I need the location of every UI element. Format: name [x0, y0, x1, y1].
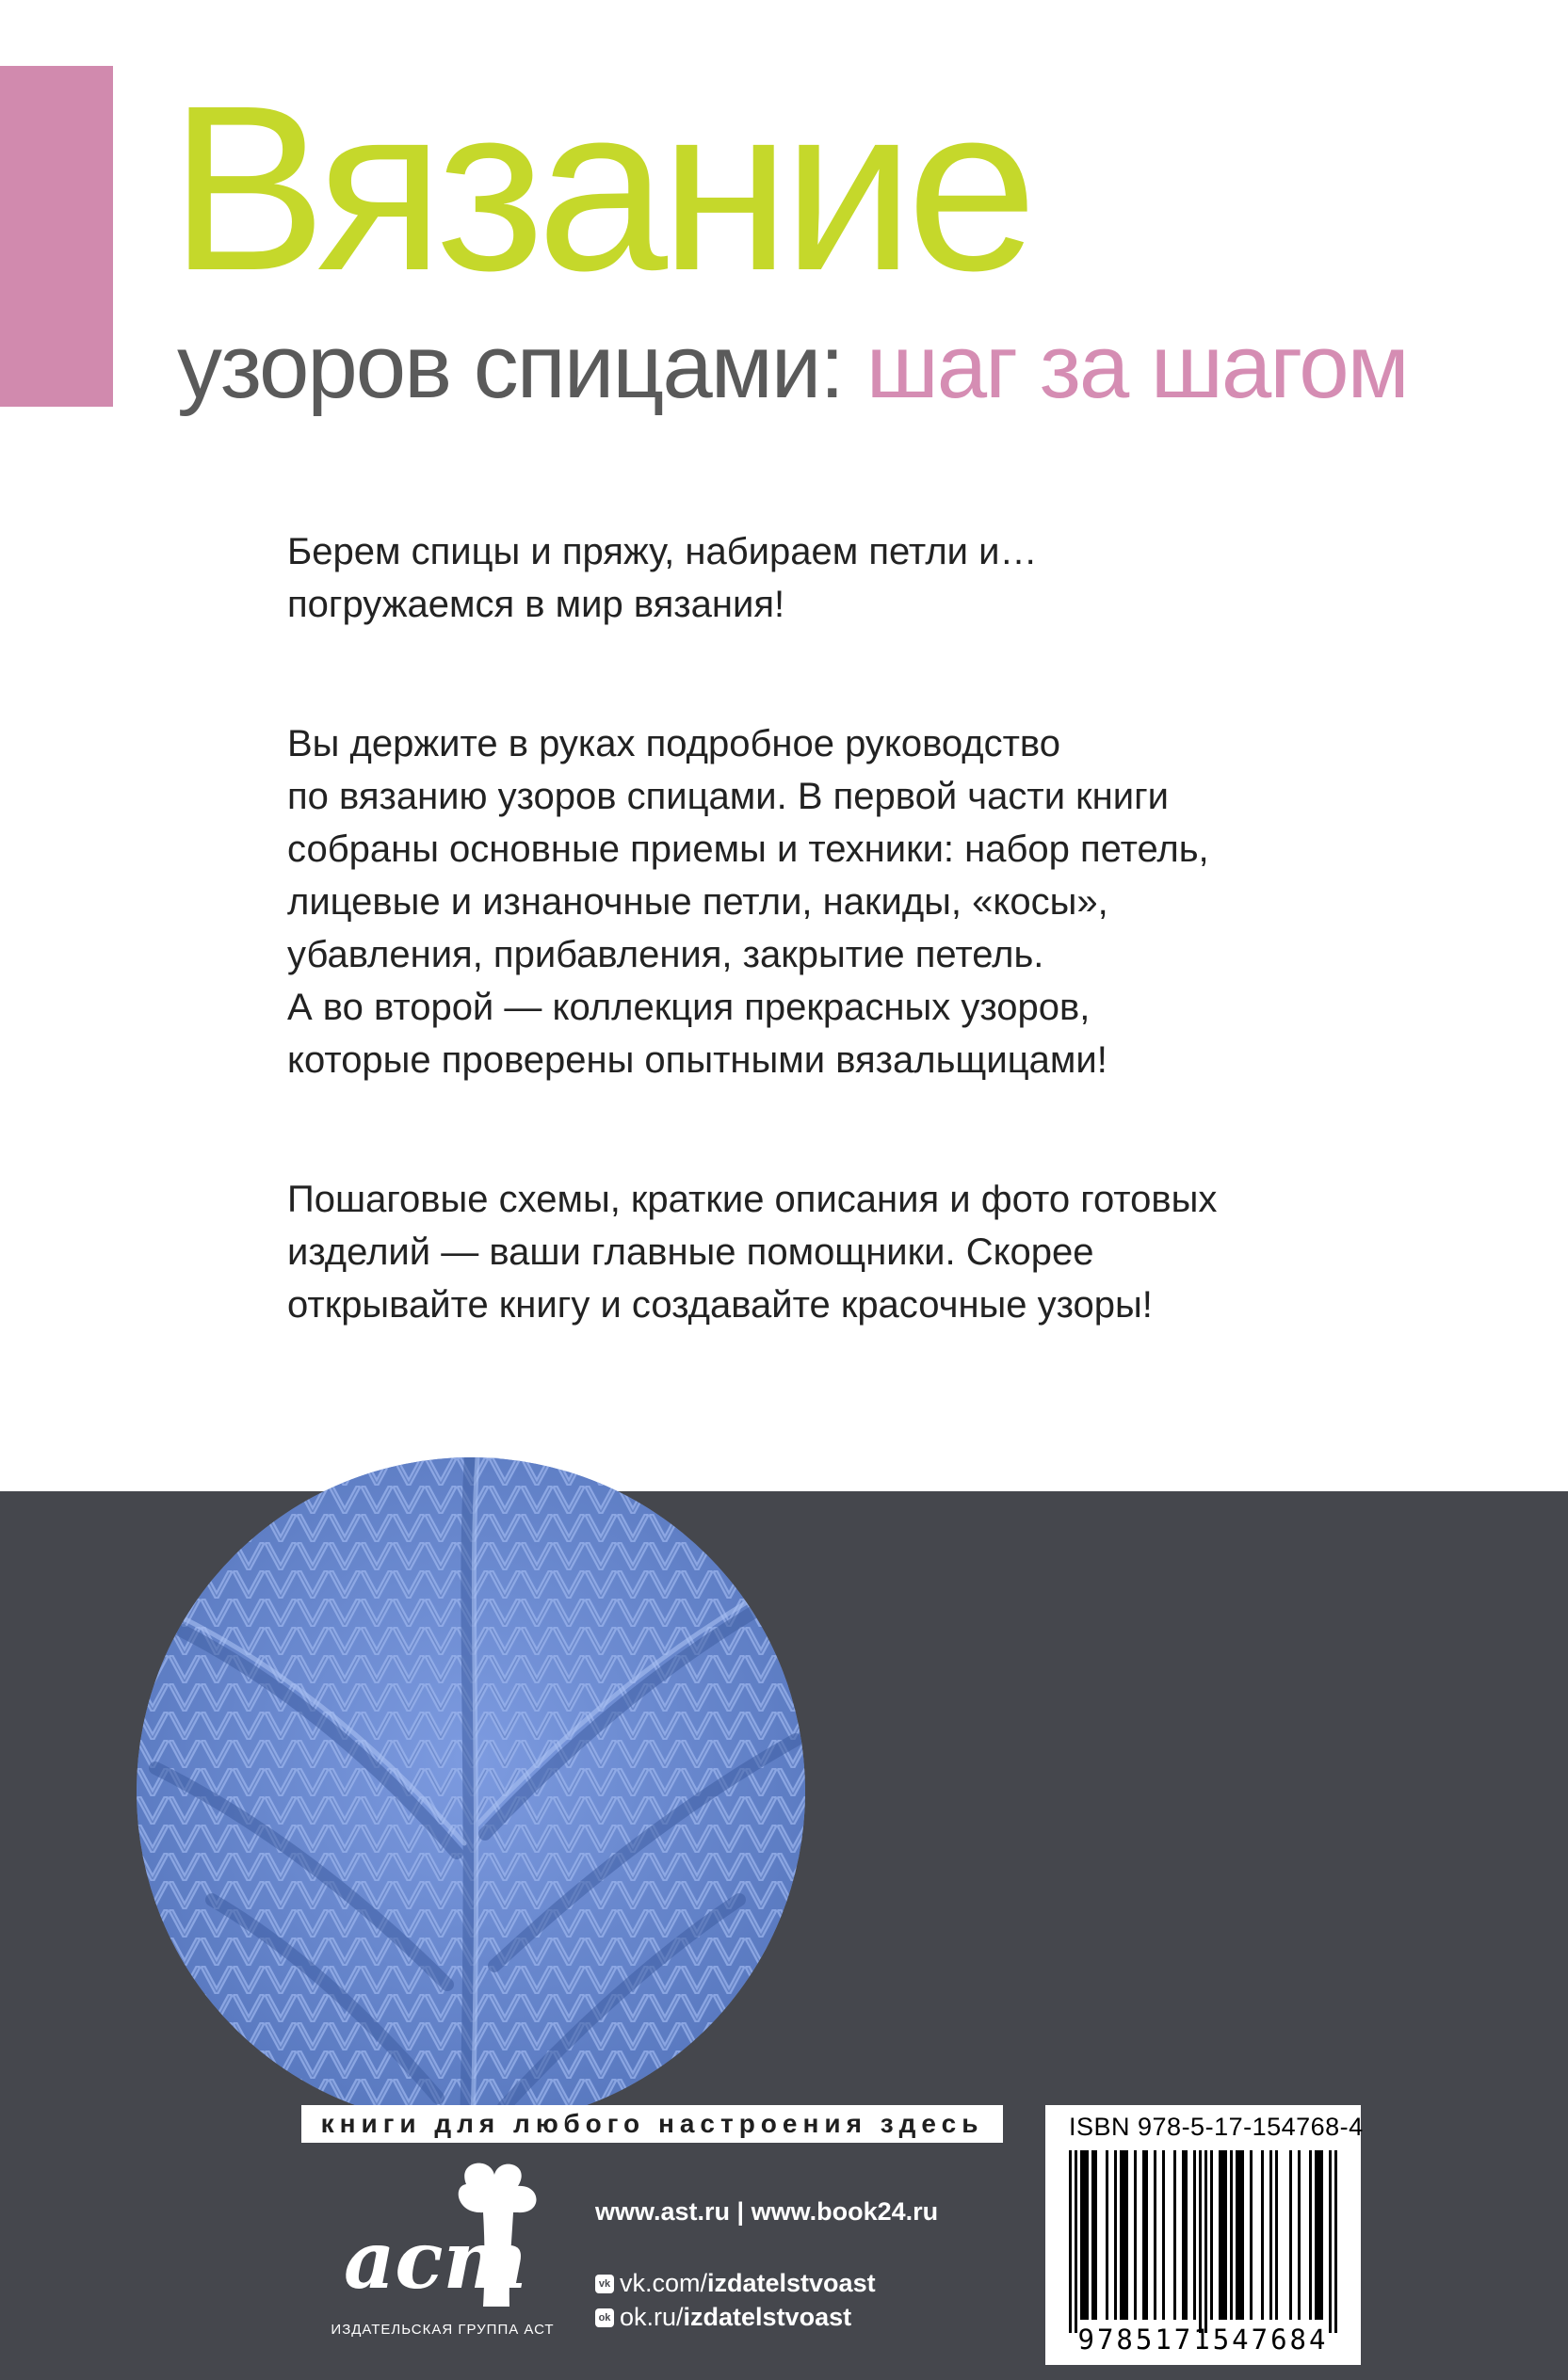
ok-prefix: ok.ru/	[620, 2303, 684, 2331]
barcode-bar	[1210, 2150, 1213, 2320]
ast-logo-icon	[325, 2156, 560, 2316]
knitted-swatch-image	[137, 1457, 805, 2126]
text-line: лицевые и изнаночные петли, накиды, «косы»,	[287, 881, 1108, 923]
vk-prefix: vk.com/	[620, 2269, 708, 2297]
barcode-bar	[1086, 2150, 1089, 2320]
text-line: Пошаговые схемы, краткие описания и фото готовых	[287, 1179, 1218, 1220]
barcode-bar	[1309, 2150, 1312, 2320]
vk-link[interactable]	[595, 2269, 876, 2298]
text-line: А во второй — коллекция прекрасных узоров,	[287, 987, 1091, 1028]
barcode-bar	[1094, 2150, 1097, 2320]
barcode-bar	[1134, 2150, 1137, 2320]
barcode-bar	[1219, 2150, 1221, 2320]
barcode-bar	[1145, 2150, 1148, 2320]
accent-bar	[0, 66, 113, 407]
barcode-bar	[1289, 2150, 1292, 2320]
ok-icon: ok	[595, 2308, 614, 2327]
ok-handle: izdatelstvoast	[683, 2303, 852, 2331]
barcode-bar	[1080, 2150, 1083, 2320]
text-line: изделий — ваши главные помощники. Скорее	[287, 1231, 1094, 1273]
barcode-bar	[1162, 2150, 1165, 2320]
barcode-bar	[1221, 2150, 1224, 2320]
barcode-bar	[1204, 2150, 1207, 2333]
barcode-bar	[1125, 2150, 1128, 2320]
barcode-bar	[1236, 2150, 1238, 2320]
barcode-bar	[1269, 2150, 1272, 2320]
barcode-bar	[1106, 2150, 1108, 2320]
barcode-bar	[1329, 2150, 1332, 2333]
book-subtitle	[177, 311, 1408, 424]
barcode-bar	[1317, 2150, 1320, 2320]
knit-pattern-illustration	[137, 1457, 805, 2126]
barcode-bar	[1182, 2150, 1185, 2320]
barcode-bar	[1224, 2150, 1227, 2320]
barcode-bar	[1069, 2150, 1072, 2333]
barcode-bar	[1315, 2150, 1317, 2320]
barcode-bar	[1230, 2150, 1233, 2320]
text-line: собраны основные приемы и техники: набор петель,	[287, 828, 1209, 870]
barcode-bar	[1334, 2150, 1337, 2333]
barcode-bar	[1123, 2150, 1125, 2320]
vk-icon: vk	[595, 2275, 614, 2293]
isbn-barcode-box	[1045, 2105, 1364, 2365]
publisher-name: ИЗДАТЕЛЬСКАЯ ГРУППА АСТ	[331, 2322, 555, 2338]
barcode-bar	[1120, 2150, 1123, 2320]
text-line: Вы держите в руках подробное руководство	[287, 723, 1060, 764]
barcode-bar	[1142, 2150, 1145, 2320]
barcode-bar	[1250, 2150, 1253, 2320]
barcode-bar	[1114, 2150, 1117, 2320]
ok-link[interactable]	[595, 2303, 851, 2332]
barcode-bar	[1241, 2150, 1244, 2320]
barcode-bar	[1261, 2150, 1264, 2320]
barcode-bar	[1091, 2150, 1094, 2320]
description-paragraph-3	[287, 1173, 1342, 1331]
logo-lettering: аст	[344, 2213, 527, 2307]
slogan-banner: книги для любого настроения здесь	[301, 2105, 1003, 2143]
barcode-bar	[1173, 2150, 1176, 2320]
barcode-digits: 9785171547684	[1077, 2324, 1329, 2356]
barcode-bar	[1083, 2150, 1086, 2320]
barcode-bar	[1320, 2150, 1323, 2320]
isbn-label: ISBN 978-5-17-154768-4	[1069, 2113, 1364, 2141]
text-line: убавления, прибавления, закрытие петель.	[287, 934, 1044, 975]
text-line: по вязанию узоров спицами. В первой части книги	[287, 776, 1170, 817]
text-line: погружаемся в мир вязания!	[287, 584, 785, 625]
website-links[interactable]: www.ast.ru | www.book24.ru	[595, 2197, 939, 2226]
description-paragraph-1	[287, 525, 1342, 631]
barcode-bar	[1238, 2150, 1241, 2320]
vk-handle: izdatelstvoast	[707, 2269, 876, 2297]
text-line: которые проверены опытными вязальщицами!	[287, 1039, 1107, 1081]
ast-logo	[325, 2156, 560, 2316]
barcode-bar	[1185, 2150, 1188, 2320]
barcode-bar	[1075, 2150, 1077, 2333]
subtitle-main: узоров спицами:	[177, 316, 844, 417]
book-title: Вязание	[170, 56, 1030, 319]
barcode-bar	[1298, 2150, 1301, 2320]
barcode-bar	[1199, 2150, 1202, 2333]
barcode-bar	[1154, 2150, 1156, 2320]
barcode-bar	[1275, 2150, 1278, 2320]
barcode-bar	[1193, 2150, 1196, 2320]
subtitle-accent: шаг за шагом	[865, 316, 1408, 417]
text-line: открывайте книгу и создавайте красочные узоры!	[287, 1284, 1153, 1326]
text-line: Берем спицы и пряжу, набираем петли и…	[287, 531, 1038, 572]
description-paragraph-2	[287, 717, 1342, 1086]
